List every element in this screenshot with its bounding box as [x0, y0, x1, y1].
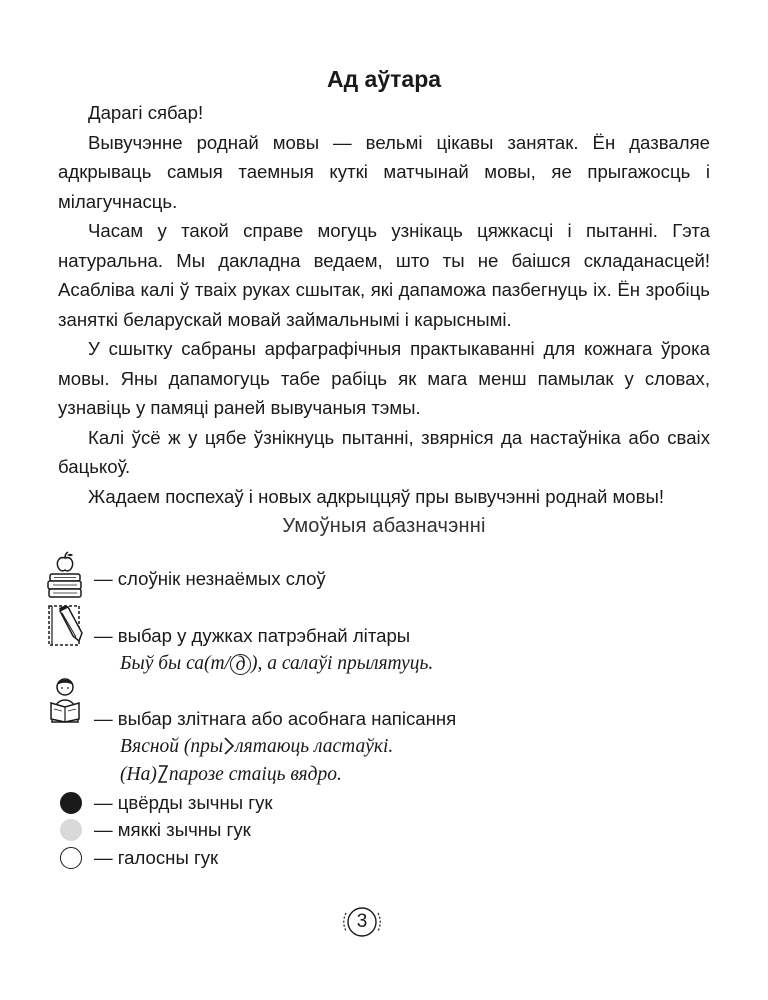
spelling-example [120, 735, 393, 758]
example-text: парозе стаіць вядро. [168, 764, 342, 785]
intro-text [58, 98, 710, 511]
spelling-example [120, 763, 342, 786]
joined-mark-icon [157, 763, 169, 785]
example-text: ), а салаўі прылятуць. [251, 653, 434, 674]
books-apple-icon [45, 550, 85, 600]
legend-text: — выбар у дужках патрэбнай літары [94, 625, 411, 646]
example-text: лятаюць ластаўкі. [235, 736, 394, 757]
paragraph: Жадаем поспехаў і новых адкрыццяў пры вывучэнні роднай мовы! [88, 485, 665, 507]
greeting-paragraph: Дарагі сябар! [88, 102, 204, 123]
letter-choice-example [120, 653, 433, 675]
page-number: 3 [356, 911, 368, 932]
legend-text: — цвёрды зычны гук [94, 792, 273, 813]
paragraph: У сшытку сабраны арфаграфічныя практыкаванні для кожнага ўрока мовы. Яны дапамогуць табе рабіць як мага менш памылак у словах, узнавіць у памяці раней вывучаныя тэмы. [58, 338, 710, 418]
page-number-badge [340, 903, 384, 941]
example-text: Вясной (пры [120, 736, 224, 757]
circled-letter: д [230, 654, 251, 675]
legend-text: — выбар злітнага або асобнага напісання [94, 708, 457, 729]
reading-boy-icon [46, 676, 86, 724]
paragraph: Калі ўсё ж у цябе ўзнікнуць пытанні, звярніся да настаўніка або сваіх бацькоў. [58, 426, 710, 477]
paragraph: Вывучэнне роднай мовы — вельмі цікавы занятак. Ён дазваляе адкрываць самыя таемныя куткі матчынай мовы, яе прыгажосць і мілагучнасць. [58, 131, 710, 212]
legend-text: — слоўнік незнаёмых слоў [94, 568, 326, 589]
legend-title: Умоўныя абазначэнні [282, 515, 486, 537]
notebook-pencil-icon [46, 603, 86, 647]
vowel-circle [60, 847, 82, 869]
legend-text: — галосны гук [94, 847, 219, 868]
example-text: Быў бы са(т/ [120, 653, 231, 674]
soft-consonant-circle [60, 819, 82, 841]
separate-mark-icon [223, 735, 235, 757]
example-text: (На) [120, 764, 157, 785]
hard-consonant-circle [60, 792, 82, 814]
page-title: Ад аўтара [326, 66, 442, 92]
paragraph: Часам у такой справе могуць узнікаць цяжкасці і пытанні. Гэта натуральна. Мы дакладна ведаем, што ты не баішся складанасцей! Асабліва калі ў тваіх руках сшытак, які дапаможа пазбегнуць іх. Ён зробіць заняткі беларускай мовай займальнымі і карыснымі. [58, 220, 710, 330]
legend-text: — мяккі зычны гук [94, 819, 251, 840]
